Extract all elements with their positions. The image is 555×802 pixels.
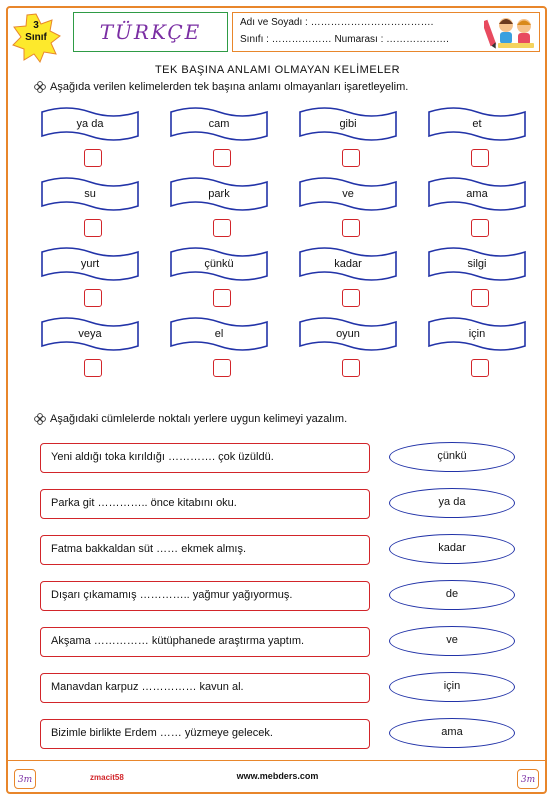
word-checkbox[interactable]: [342, 289, 360, 307]
word-checkbox[interactable]: [471, 289, 489, 307]
word-checkbox[interactable]: [213, 359, 231, 377]
footer-code: zmacit58: [90, 773, 124, 782]
page-title: TÜRKÇE: [99, 20, 202, 44]
word-checkbox[interactable]: [342, 359, 360, 377]
name-field[interactable]: Adı ve Soyadı : ……………………………….: [240, 17, 434, 28]
word-checkbox[interactable]: [213, 219, 231, 237]
word-checkbox[interactable]: [471, 359, 489, 377]
word-checkbox[interactable]: [342, 149, 360, 167]
section-title: TEK BAŞINA ANLAMI OLMAYAN KELİMELER: [154, 64, 401, 76]
word-label: kadar: [334, 258, 362, 270]
word-label: cam: [208, 118, 230, 130]
word-label: su: [84, 188, 96, 200]
footer-divider: [6, 760, 547, 761]
class-number-field[interactable]: Sınıfı : ……………… Numarası : ……………….: [240, 34, 449, 45]
footer-stamp-left: 3m: [14, 769, 36, 789]
word-label: çünkü: [204, 258, 234, 270]
option-oval[interactable]: kadar: [389, 534, 515, 564]
word-label: için: [468, 328, 486, 340]
sentence-box[interactable]: Fatma bakkaldan süt …… ekmek almış.: [40, 535, 370, 565]
word-checkbox[interactable]: [471, 219, 489, 237]
word-checkbox[interactable]: [84, 219, 102, 237]
sentence-box[interactable]: Parka git ………….. önce kitabını oku.: [40, 489, 370, 519]
grade-number: 3: [33, 20, 39, 31]
word-label: ya da: [76, 118, 104, 130]
word-checkbox[interactable]: [342, 219, 360, 237]
footer-site[interactable]: www.mebders.com: [236, 771, 319, 781]
word-checkbox[interactable]: [471, 149, 489, 167]
word-label: gibi: [339, 118, 357, 130]
word-label: et: [472, 118, 482, 130]
word-label: oyun: [336, 328, 360, 340]
sentence-box[interactable]: Dışarı çıkamamış ………….. yağmur yağıyormuş.: [40, 581, 370, 611]
option-oval[interactable]: ama: [389, 718, 515, 748]
word-label: silgi: [467, 258, 487, 270]
word-label: veya: [78, 328, 102, 340]
option-oval[interactable]: ya da: [389, 488, 515, 518]
sentence-box[interactable]: Akşama …………… kütüphanede araştırma yaptım.: [40, 627, 370, 657]
word-checkbox[interactable]: [84, 289, 102, 307]
word-checkbox[interactable]: [213, 149, 231, 167]
word-label: ama: [466, 188, 488, 200]
word-label: ve: [342, 188, 354, 200]
flower-icon: [34, 81, 46, 93]
word-label: el: [214, 328, 224, 340]
option-oval[interactable]: çünkü: [389, 442, 515, 472]
option-oval[interactable]: de: [389, 580, 515, 610]
word-label: park: [208, 188, 230, 200]
footer-stamp-right: 3m: [517, 769, 539, 789]
instruction-mark: Aşağıda verilen kelimelerden tek başına anlamı olmayanları işaretleyelim.: [50, 81, 409, 93]
option-oval[interactable]: için: [389, 672, 515, 702]
sentence-box[interactable]: Yeni aldığı toka kırıldığı …………. çok üzüldü.: [40, 443, 370, 473]
sentence-box[interactable]: Bizimle birlikte Erdem …… yüzmeye gelecek.: [40, 719, 370, 749]
word-checkbox[interactable]: [213, 289, 231, 307]
kids-illustration-icon: [484, 14, 536, 50]
option-oval[interactable]: ve: [389, 626, 515, 656]
flower-icon: [34, 413, 46, 425]
grade-label: [10, 20, 62, 44]
word-checkbox[interactable]: [84, 359, 102, 377]
word-label: yurt: [80, 258, 100, 270]
grade-word: Sınıf: [25, 32, 47, 43]
sentence-box[interactable]: Manavdan karpuz …………… kavun al.: [40, 673, 370, 703]
word-checkbox[interactable]: [84, 149, 102, 167]
instruction-fill: Aşağıdaki cümlelerde noktalı yerlere uygun kelimeyi yazalım.: [50, 413, 348, 425]
